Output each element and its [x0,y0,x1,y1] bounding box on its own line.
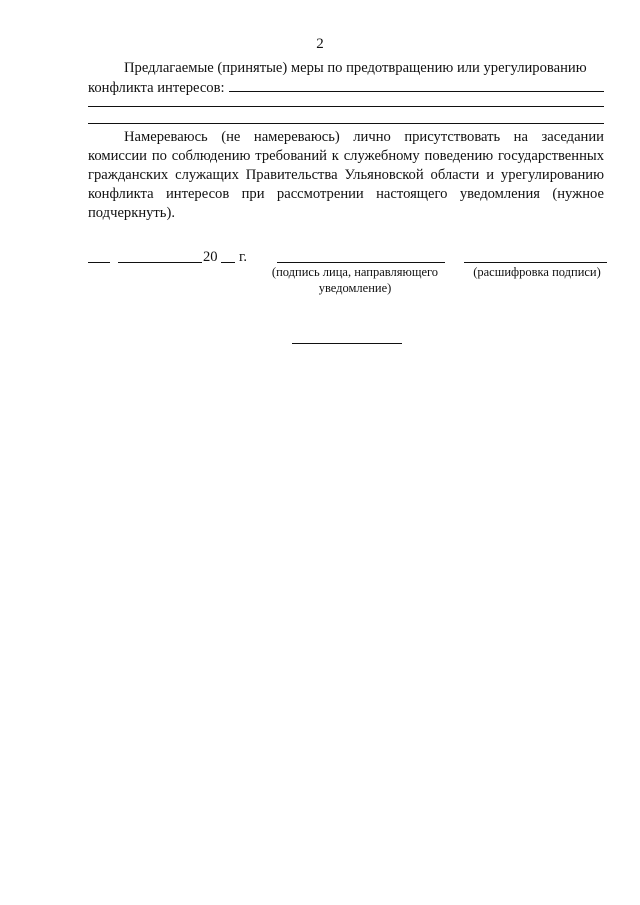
month-blank [118,262,202,263]
day-blank [88,262,110,263]
measures-line-1 [88,59,604,78]
signature-blank [277,262,445,263]
measures-fill-line [229,78,604,92]
decoding-blank [464,262,607,263]
measures-line-1-text: Предлагаемые (принятые) меры по предотвращению или урегулированию [124,60,587,76]
year-prefix: 20 [203,249,218,265]
measures-line-2 [88,78,604,98]
year-suffix: г. [239,249,247,265]
intent-paragraph: Намереваюсь (не намереваюсь) лично присутствовать на заседании комиссии по соблюдению требований к служебному поведению государственных гражданских служащих Правительства Ульяновской области и урегулированию конфликта интересов при рассмотрении настоящего уведомления (нужное подчеркнуть). [88,129,604,221]
year-blank [221,262,235,263]
measures-rule-2 [88,123,604,124]
end-rule [292,343,402,344]
measures-label: конфликта интересов: [88,80,225,96]
measures-rule-1 [88,106,604,107]
signature-caption: (подпись лица, направляющего уведомление) [271,265,439,295]
page-number: 2 [316,36,324,52]
decoding-caption: (расшифровка подписи) [473,265,601,279]
